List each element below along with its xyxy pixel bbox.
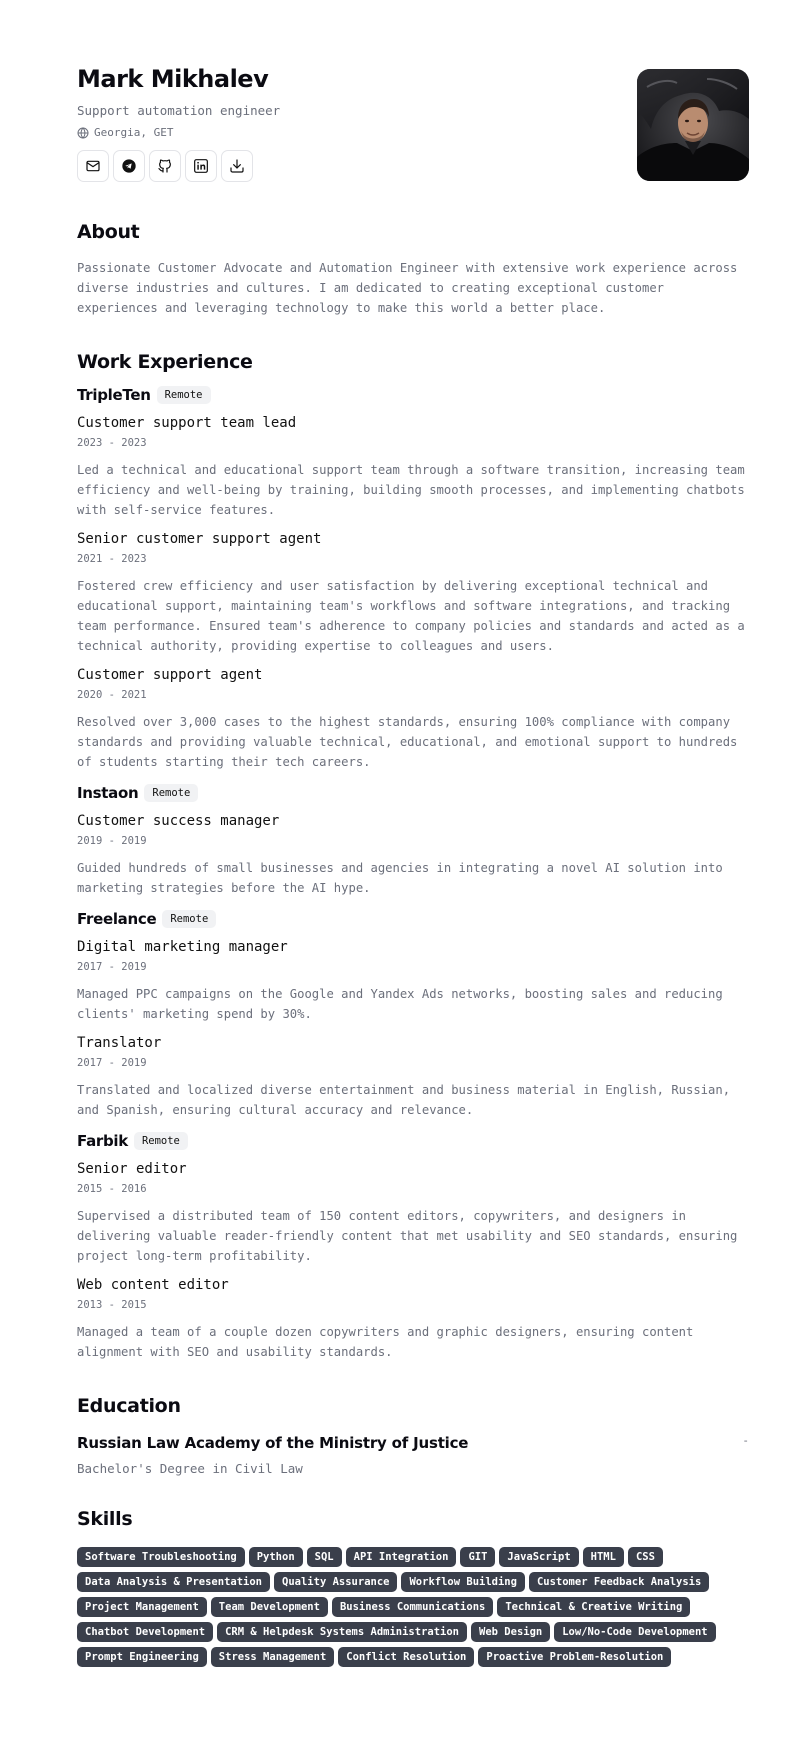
job-description: Translated and localized diverse entertainment and business material in English, Russian, and Spanish, ensuring cultural accuracy and relevance. — [77, 1083, 731, 1117]
education-entry — [77, 1434, 749, 1452]
company-name: Farbik — [77, 1132, 128, 1150]
skills-title: Skills — [77, 1508, 133, 1530]
skill-badge: Python — [249, 1547, 303, 1567]
job-dates: 2017 - 2019 — [77, 961, 147, 973]
job-description: Supervised a distributed team of 150 content editors, copywriters, and designers in delivering valuable reader-friendly content that met usability and SEO standards, ensuring project long-term profitability. — [77, 1209, 738, 1263]
telegram-button[interactable] — [113, 150, 145, 182]
company-block — [77, 1132, 749, 1362]
skill-badge: Project Management — [77, 1597, 207, 1617]
telegram-icon — [121, 158, 137, 174]
job-entry — [77, 530, 749, 656]
linkedin-icon — [193, 158, 209, 174]
skill-badge: GIT — [460, 1547, 495, 1567]
job-dates: 2015 - 2016 — [77, 1183, 147, 1195]
profile-photo — [637, 69, 749, 181]
skill-badge: Business Communications — [332, 1597, 493, 1617]
about-section — [77, 220, 749, 318]
job-title: Senior editor — [77, 1161, 187, 1177]
download-button[interactable] — [221, 150, 253, 182]
job-title: Senior customer support agent — [77, 531, 322, 547]
job-title: Translator — [77, 1035, 162, 1051]
skill-badge: Customer Feedback Analysis — [529, 1572, 709, 1592]
job-dates: 2020 - 2021 — [77, 689, 147, 701]
about-text: Passionate Customer Advocate and Automation Engineer with extensive work experience across diverse industries and cultures. I am dedicated to creating exceptional customer experiences and leveraging technology to make this world a better place. — [77, 261, 738, 315]
job-dates: 2013 - 2015 — [77, 1299, 147, 1311]
github-icon — [157, 158, 173, 174]
skill-badge: SQL — [307, 1547, 342, 1567]
skill-badge: HTML — [583, 1547, 624, 1567]
school-name: Russian Law Academy of the Ministry of Justice — [77, 1434, 469, 1452]
location-text: Georgia, GET — [94, 126, 174, 139]
email-button[interactable] — [77, 150, 109, 182]
job-description: Managed PPC campaigns on the Google and Yandex Ads networks, boosting sales and reducing clients' marketing spend by 30%. — [77, 987, 723, 1021]
person-name: Mark Mikhalev — [77, 65, 269, 93]
company-block — [77, 910, 749, 1120]
skill-badge: Low/No-Code Development — [554, 1622, 715, 1642]
skill-list — [77, 1547, 757, 1667]
job-entry — [77, 1034, 749, 1120]
job-description: Resolved over 3,000 cases to the highest standards, ensuring 100% compliance with company standards and providing valuable technical, educational, and emotional support to hundreds of students starting their tech careers. — [77, 715, 738, 769]
job-title: Web content editor — [77, 1277, 229, 1293]
skill-badge: JavaScript — [499, 1547, 578, 1567]
company-name: TripleTen — [77, 386, 151, 404]
job-title: Customer success manager — [77, 813, 280, 829]
resume-header — [77, 64, 749, 182]
skill-badge: Workflow Building — [401, 1572, 524, 1592]
work-experience-title: Work Experience — [77, 351, 253, 373]
education-title: Education — [77, 1395, 181, 1417]
education-section — [77, 1394, 749, 1476]
job-description: Fostered crew efficiency and user satisfaction by delivering exceptional technical and educational support, maintaining team's workflows and software integrations, and tracking team performance. Ensured team's adherence to company policies and standards and acted as a technical authority, providing expertise to colleagues and users. — [77, 579, 745, 653]
skill-badge: Stress Management — [211, 1647, 334, 1667]
job-title: Digital marketing manager — [77, 939, 288, 955]
mail-icon — [85, 158, 101, 174]
skill-badge: Data Analysis & Presentation — [77, 1572, 270, 1592]
job-description: Managed a team of a couple dozen copywriters and graphic designers, ensuring content alignment with SEO and usability standards. — [77, 1325, 694, 1359]
job-dates: 2017 - 2019 — [77, 1057, 147, 1069]
download-icon — [229, 158, 245, 174]
company-header — [77, 910, 749, 928]
avatar — [637, 69, 749, 181]
company-name: Freelance — [77, 910, 157, 928]
remote-badge: Remote — [144, 784, 198, 802]
skill-badge: Proactive Problem-Resolution — [478, 1647, 671, 1667]
education-dates: - — [742, 1434, 749, 1447]
remote-badge: Remote — [134, 1132, 188, 1150]
job-entry — [77, 812, 749, 898]
job-dates: 2019 - 2019 — [77, 835, 147, 847]
job-dates: 2021 - 2023 — [77, 553, 147, 565]
job-title: Customer support team lead — [77, 415, 297, 431]
skill-badge: Chatbot Development — [77, 1622, 213, 1642]
skill-badge: CSS — [628, 1547, 663, 1567]
remote-badge: Remote — [162, 910, 216, 928]
company-header — [77, 784, 749, 802]
company-block — [77, 784, 749, 898]
skill-badge: Conflict Resolution — [338, 1647, 474, 1667]
work-experience-section — [77, 350, 749, 1362]
degree: Bachelor's Degree in Civil Law — [77, 1461, 303, 1476]
skill-badge: API Integration — [346, 1547, 457, 1567]
company-block — [77, 386, 749, 772]
skill-badge: Team Development — [211, 1597, 328, 1617]
job-entry — [77, 666, 749, 772]
company-name: Instaon — [77, 784, 139, 802]
company-header — [77, 386, 749, 404]
job-title: Customer support agent — [77, 667, 263, 683]
job-headline: Support automation engineer — [77, 103, 281, 118]
skill-badge: Technical & Creative Writing — [497, 1597, 690, 1617]
job-description: Guided hundreds of small businesses and agencies in integrating a novel AI solution into marketing strategies before the AI hype. — [77, 861, 723, 895]
company-header — [77, 1132, 749, 1150]
skill-badge: Prompt Engineering — [77, 1647, 207, 1667]
skill-badge: CRM & Helpdesk Systems Administration — [217, 1622, 467, 1642]
job-entry — [77, 414, 749, 520]
globe-icon — [77, 127, 89, 139]
skill-badge: Quality Assurance — [274, 1572, 397, 1592]
job-dates: 2023 - 2023 — [77, 437, 147, 449]
job-description: Led a technical and educational support team through a software transition, increasing team efficiency and well-being by training, building smooth processes, and implementing chatbots with self-service features. — [77, 463, 745, 517]
github-button[interactable] — [149, 150, 181, 182]
remote-badge: Remote — [157, 386, 211, 404]
job-entry — [77, 1276, 749, 1362]
about-title: About — [77, 221, 140, 243]
job-entry — [77, 938, 749, 1024]
skill-badge: Web Design — [471, 1622, 550, 1642]
skill-badge: Software Troubleshooting — [77, 1547, 245, 1567]
resume — [77, 64, 749, 1667]
skills-section — [77, 1507, 749, 1667]
job-entry — [77, 1160, 749, 1266]
linkedin-button[interactable] — [185, 150, 217, 182]
